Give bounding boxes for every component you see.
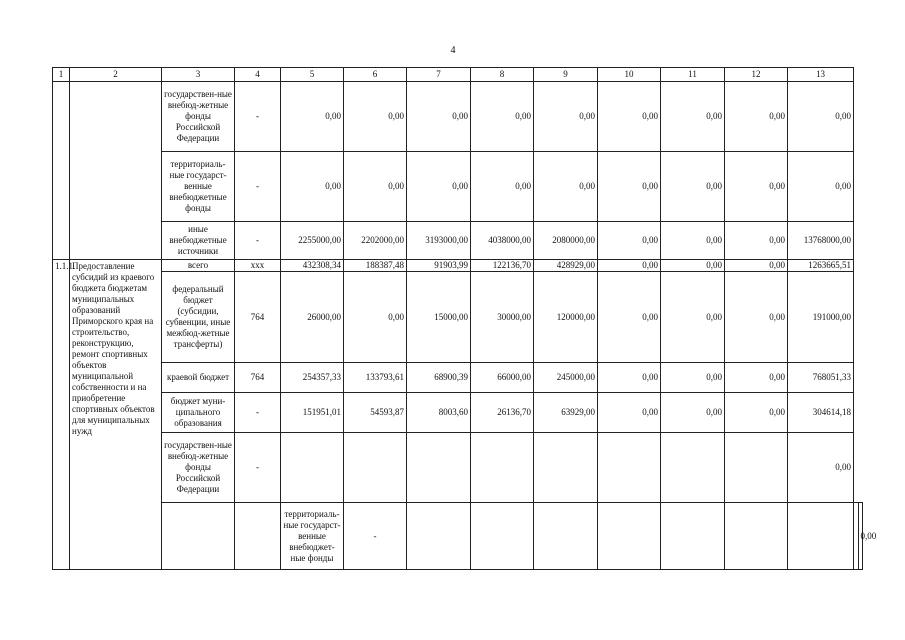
column-header: 1 — [53, 68, 70, 82]
value-cell: 0,00 — [661, 260, 725, 272]
value-cell: 0,00 — [725, 260, 788, 272]
value-cell: 0,00 — [788, 82, 854, 152]
column-header: 7 — [407, 68, 471, 82]
value-cell: 63929,00 — [534, 393, 598, 433]
code-cell: - — [235, 152, 281, 222]
source-cell: краевой бюджет — [162, 363, 235, 393]
empty-cell — [53, 82, 70, 260]
source-cell: всего — [162, 260, 235, 272]
value-cell: 0,00 — [661, 152, 725, 222]
value-cell — [534, 433, 598, 503]
column-header: 8 — [471, 68, 534, 82]
column-header: 9 — [534, 68, 598, 82]
value-cell: 0,00 — [534, 82, 598, 152]
value-cell: 188387,48 — [344, 260, 407, 272]
value-cell: 26136,70 — [471, 393, 534, 433]
value-cell: 0,00 — [534, 152, 598, 222]
value-cell: 0,00 — [725, 82, 788, 152]
value-cell: 30000,00 — [471, 272, 534, 363]
value-cell — [725, 433, 788, 503]
value-cell: 304614,18 — [788, 393, 854, 433]
value-cell: 122136,70 — [471, 260, 534, 272]
value-cell: 0,00 — [725, 272, 788, 363]
column-header: 6 — [344, 68, 407, 82]
value-cell: 151951,01 — [281, 393, 344, 433]
table-row — [53, 222, 863, 260]
code-cell: - — [235, 433, 281, 503]
value-cell: 0,00 — [598, 272, 661, 363]
value-cell: 0,00 — [725, 222, 788, 260]
value-cell: 3193000,00 — [407, 222, 471, 260]
value-cell — [661, 433, 725, 503]
source-cell: федеральный бюджет (субсидии, субвенции, иные межбюд-жетные трансферты) — [162, 272, 235, 363]
value-cell: 66000,00 — [471, 363, 534, 393]
value-cell: 133793,61 — [344, 363, 407, 393]
value-cell: 1263665,51 — [788, 260, 854, 272]
value-cell: 254357,33 — [281, 363, 344, 393]
value-cell — [471, 503, 534, 570]
column-number-row — [53, 68, 863, 82]
table-row — [53, 152, 863, 222]
value-cell: 54593,87 — [344, 393, 407, 433]
value-cell: 0,00 — [661, 272, 725, 363]
item-number: 1.1.1. — [53, 260, 70, 570]
column-header: 2 — [70, 68, 162, 82]
value-cell — [344, 433, 407, 503]
budget-table — [52, 67, 877, 570]
value-cell: 768051,33 — [788, 363, 854, 393]
column-header: 4 — [235, 68, 281, 82]
source-cell: государствен-ные внебюд-жетные фонды Российской Федерации — [162, 82, 235, 152]
table-row — [53, 82, 863, 152]
value-cell: 26000,00 — [281, 272, 344, 363]
value-cell: 0,00 — [788, 433, 854, 503]
source-cell: территориаль-ные государст-венные внебюджетные фонды — [162, 152, 235, 222]
value-cell: 0,00 — [661, 222, 725, 260]
value-cell: 0,00 — [661, 363, 725, 393]
column-header: 13 — [788, 68, 854, 82]
value-cell: 0,00 — [281, 82, 344, 152]
value-cell: 2080000,00 — [534, 222, 598, 260]
table-row — [53, 272, 863, 363]
value-cell: 245000,00 — [534, 363, 598, 393]
value-cell: 15000,00 — [407, 272, 471, 363]
value-cell: 0,00 — [344, 82, 407, 152]
value-cell — [407, 433, 471, 503]
value-cell: 0,00 — [725, 363, 788, 393]
table-row — [53, 260, 863, 272]
value-cell — [534, 503, 598, 570]
code-cell: 764 — [235, 272, 281, 363]
code-cell: - — [344, 503, 407, 570]
code-cell: - — [235, 393, 281, 433]
page-number: 4 — [450, 45, 456, 56]
value-cell: 0,00 — [471, 82, 534, 152]
value-cell: 13768000,00 — [788, 222, 854, 260]
value-cell: 0,00 — [344, 272, 407, 363]
table-row — [53, 393, 863, 433]
source-cell: иные внебюджетные источники — [162, 222, 235, 260]
value-cell: 0,00 — [598, 152, 661, 222]
value-cell: 91903,99 — [407, 260, 471, 272]
code-cell: 764 — [235, 363, 281, 393]
value-cell: 0,00 — [281, 152, 344, 222]
column-header: 11 — [661, 68, 725, 82]
empty-cell — [162, 503, 235, 570]
value-cell: 8003,60 — [407, 393, 471, 433]
value-cell: 120000,00 — [534, 272, 598, 363]
value-cell: 191000,00 — [788, 272, 854, 363]
table-row — [53, 363, 863, 393]
value-cell — [598, 503, 661, 570]
source-cell: государствен-ные внебюд-жетные фонды Российской Федерации — [162, 433, 235, 503]
value-cell: 0,00 — [407, 152, 471, 222]
value-cell: 0,00 — [407, 82, 471, 152]
empty-cell — [70, 82, 162, 260]
code-cell: xxx — [235, 260, 281, 272]
value-cell: 0,00 — [725, 152, 788, 222]
value-cell: 0,00 — [598, 222, 661, 260]
value-cell — [661, 503, 725, 570]
value-cell: 0,00 — [598, 363, 661, 393]
value-cell: 0,00 — [788, 152, 854, 222]
value-cell: 2255000,00 — [281, 222, 344, 260]
table-row — [53, 433, 863, 503]
table-row — [53, 503, 863, 570]
value-cell: 0,00 — [598, 260, 661, 272]
value-cell — [725, 503, 788, 570]
source-cell: бюджет муни-ципального образования — [162, 393, 235, 433]
column-header: 12 — [725, 68, 788, 82]
item-name: Предоставление субсидий из краевого бюджета бюджетам муниципальных образований Приморского края на строительство, реконструкцию, ремонт спортивных объектов муниципальной собственности и на приобретение спортивных объектов для муниципальных нужд — [70, 260, 162, 570]
value-cell — [598, 433, 661, 503]
column-header: 10 — [598, 68, 661, 82]
code-cell: - — [235, 222, 281, 260]
value-cell: 0,00 — [858, 503, 863, 570]
code-cell: - — [235, 82, 281, 152]
value-cell: 0,00 — [661, 82, 725, 152]
value-cell: 428929,00 — [534, 260, 598, 272]
value-cell: 68900,39 — [407, 363, 471, 393]
value-cell: 432308,34 — [281, 260, 344, 272]
column-header: 3 — [162, 68, 235, 82]
source-cell: территориаль-ные государст-венные внебюджет-ные фонды — [281, 503, 344, 570]
value-cell: 0,00 — [725, 393, 788, 433]
value-cell — [788, 503, 854, 570]
value-cell: 0,00 — [661, 393, 725, 433]
value-cell — [471, 433, 534, 503]
value-cell: 0,00 — [471, 152, 534, 222]
value-cell — [407, 503, 471, 570]
value-cell: 0,00 — [344, 152, 407, 222]
value-cell: 2202000,00 — [344, 222, 407, 260]
value-cell: 4038000,00 — [471, 222, 534, 260]
value-cell: 0,00 — [598, 82, 661, 152]
empty-cell — [235, 503, 281, 570]
value-cell — [281, 433, 344, 503]
column-header: 5 — [281, 68, 344, 82]
value-cell: 0,00 — [598, 393, 661, 433]
